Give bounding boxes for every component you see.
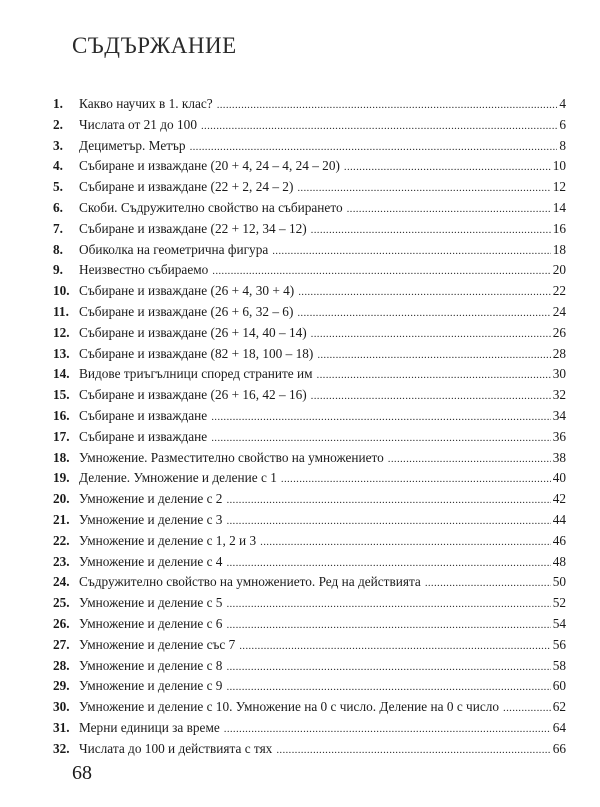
toc-entry-page: 58 bbox=[552, 657, 566, 673]
toc-entry[interactable] bbox=[53, 635, 566, 656]
table-of-contents bbox=[53, 94, 566, 760]
toc-entry[interactable] bbox=[53, 406, 566, 427]
toc-entry-title: Умножение и деление с 5 bbox=[79, 595, 223, 611]
toc-entry-page: 42 bbox=[552, 491, 566, 507]
toc-entry-number: 8. bbox=[53, 241, 63, 257]
toc-entry-title: Събиране и изваждане (22 + 12, 34 – 12) bbox=[79, 220, 307, 236]
toc-entry[interactable] bbox=[53, 572, 566, 593]
toc-entry-number: 9. bbox=[53, 262, 63, 278]
toc-entry-title: Обиколка на геометрична фигура bbox=[79, 241, 269, 257]
toc-entry-number: 21. bbox=[53, 511, 70, 527]
toc-entry-number: 4. bbox=[53, 158, 63, 174]
dot-leader bbox=[311, 220, 551, 241]
toc-entry[interactable] bbox=[53, 344, 566, 365]
toc-entry-number: 16. bbox=[53, 407, 70, 423]
dot-leader bbox=[272, 241, 550, 262]
toc-entry-number: 24. bbox=[53, 574, 70, 590]
toc-entry-page: 6 bbox=[559, 116, 566, 132]
toc-entry-number: 22. bbox=[53, 532, 70, 548]
toc-entry[interactable] bbox=[53, 198, 566, 219]
toc-entry-number: 25. bbox=[53, 595, 70, 611]
toc-entry-number: 27. bbox=[53, 636, 70, 652]
toc-entry[interactable] bbox=[53, 614, 566, 635]
dot-leader bbox=[226, 553, 550, 574]
dot-leader bbox=[297, 178, 550, 199]
toc-entry-title: Умножение и деление с 2 bbox=[79, 491, 223, 507]
dot-leader bbox=[388, 449, 551, 470]
dot-leader bbox=[226, 511, 550, 532]
toc-entry-title: Събиране и изваждане (26 + 4, 30 + 4) bbox=[79, 283, 295, 299]
page-title: СЪДЪРЖАНИЕ bbox=[72, 33, 237, 58]
dot-leader bbox=[276, 740, 550, 761]
toc-entry-page: 4 bbox=[559, 96, 566, 111]
toc-entry[interactable] bbox=[53, 156, 566, 177]
dot-leader bbox=[281, 469, 551, 490]
toc-entry[interactable] bbox=[53, 219, 566, 240]
toc-entry-page: 10 bbox=[552, 158, 566, 174]
toc-entry-page: 50 bbox=[552, 574, 566, 590]
toc-entry-number: 2. bbox=[53, 116, 63, 132]
toc-entry-title: Събиране и изваждане (26 + 14, 40 – 14) bbox=[79, 324, 307, 340]
toc-entry-page: 26 bbox=[552, 324, 566, 340]
toc-entry[interactable] bbox=[53, 656, 566, 677]
toc-entry-number: 19. bbox=[53, 470, 70, 486]
toc-entry-page: 20 bbox=[552, 262, 566, 278]
toc-entry-number: 28. bbox=[53, 657, 70, 673]
toc-entry[interactable] bbox=[53, 510, 566, 531]
toc-entry[interactable] bbox=[53, 697, 566, 718]
toc-entry-title: Умножение. Разместително свойство на умножението bbox=[79, 449, 384, 465]
toc-entry[interactable] bbox=[53, 718, 566, 739]
toc-entry-title: Събиране и изваждане bbox=[79, 407, 208, 423]
toc-entry-number: 26. bbox=[53, 615, 70, 631]
toc-entry[interactable] bbox=[53, 427, 566, 448]
toc-entry-page: 22 bbox=[552, 283, 566, 299]
toc-entry[interactable] bbox=[53, 676, 566, 697]
toc-entry-number: 11. bbox=[53, 303, 69, 319]
toc-entry-page: 56 bbox=[552, 636, 566, 652]
toc-entry-page: 14 bbox=[552, 199, 566, 215]
toc-entry-page: 54 bbox=[552, 615, 566, 631]
toc-entry-number: 29. bbox=[53, 678, 70, 694]
toc-entry-number: 18. bbox=[53, 449, 70, 465]
toc-entry[interactable] bbox=[53, 115, 566, 136]
dot-leader bbox=[425, 573, 551, 594]
toc-entry-page: 32 bbox=[552, 387, 566, 403]
toc-entry-number: 30. bbox=[53, 699, 70, 715]
toc-entry-title: Умножение и деление с 10. Умножение на 0 с число. Деление на 0 с число bbox=[79, 699, 500, 715]
toc-entry-page: 44 bbox=[552, 511, 566, 527]
dot-leader bbox=[344, 157, 551, 178]
toc-entry-page: 48 bbox=[552, 553, 566, 569]
toc-entry[interactable] bbox=[53, 94, 566, 115]
dot-leader bbox=[239, 636, 550, 657]
toc-entry-number: 23. bbox=[53, 553, 70, 569]
dot-leader bbox=[201, 116, 557, 137]
toc-entry[interactable] bbox=[53, 552, 566, 573]
toc-entry[interactable] bbox=[53, 385, 566, 406]
toc-entry-number: 7. bbox=[53, 220, 63, 236]
toc-entry-title: Умножение и деление с 1, 2 и 3 bbox=[79, 532, 257, 548]
toc-entry-title: Събиране и изваждане (82 + 18, 100 – 18) bbox=[79, 345, 314, 361]
toc-entry-number: 14. bbox=[53, 366, 70, 382]
toc-entry[interactable] bbox=[53, 489, 566, 510]
toc-entry-number: 12. bbox=[53, 324, 70, 340]
toc-entry[interactable] bbox=[53, 302, 566, 323]
toc-entry-page: 30 bbox=[552, 366, 566, 382]
toc-entry[interactable] bbox=[53, 739, 566, 760]
toc-entry-page: 66 bbox=[552, 740, 566, 756]
toc-entry[interactable] bbox=[53, 260, 566, 281]
dot-leader bbox=[212, 261, 550, 282]
toc-entry[interactable] bbox=[53, 177, 566, 198]
toc-entry-title: Видове триъгълници според страните им bbox=[79, 366, 313, 382]
dot-leader bbox=[317, 365, 551, 386]
toc-entry-title: Умножение и деление с 4 bbox=[79, 553, 223, 569]
toc-entry-page: 24 bbox=[552, 303, 566, 319]
dot-leader bbox=[298, 282, 550, 303]
toc-entry[interactable] bbox=[53, 593, 566, 614]
toc-entry-page: 40 bbox=[552, 470, 566, 486]
toc-entry-title: Мерни единици за време bbox=[79, 719, 220, 735]
toc-entry-title: Събиране и изваждане (22 + 2, 24 – 2) bbox=[79, 179, 294, 195]
toc-entry[interactable] bbox=[53, 281, 566, 302]
toc-entry-page: 52 bbox=[552, 595, 566, 611]
dot-leader bbox=[311, 324, 551, 345]
page-number: 68 bbox=[72, 762, 92, 784]
toc-entry-title: Събиране и изваждане (26 + 16, 42 – 16) bbox=[79, 387, 307, 403]
dot-leader bbox=[226, 615, 550, 636]
dot-leader bbox=[224, 719, 551, 740]
toc-entry-title: Дециметър. Метър bbox=[79, 137, 186, 153]
toc-entry-number: 13. bbox=[53, 345, 70, 361]
dot-leader bbox=[347, 199, 551, 220]
toc-entry[interactable] bbox=[53, 240, 566, 261]
toc-entry-page: 34 bbox=[552, 407, 566, 423]
toc-entry-title: Събиране и изваждане (26 + 6, 32 – 6) bbox=[79, 303, 294, 319]
toc-entry-page: 60 bbox=[552, 678, 566, 694]
toc-entry[interactable] bbox=[53, 531, 566, 552]
dot-leader bbox=[226, 677, 550, 698]
toc-entry-page: 8 bbox=[559, 137, 566, 153]
toc-entry-title: Какво научих в 1. клас? bbox=[79, 96, 213, 111]
toc-entry-page: 12 bbox=[552, 179, 566, 195]
dot-leader bbox=[297, 303, 550, 324]
toc-entry-page: 36 bbox=[552, 428, 566, 444]
toc-entry-page: 28 bbox=[552, 345, 566, 361]
toc-entry-title: Числата от 21 до 100 bbox=[79, 116, 197, 132]
toc-entry-title: Деление. Умножение и деление с 1 bbox=[79, 470, 277, 486]
toc-entry-title: Скоби. Съдружително свойство на събирането bbox=[79, 199, 343, 215]
dot-leader bbox=[211, 407, 550, 428]
toc-entry-number: 10. bbox=[53, 283, 70, 299]
dot-leader bbox=[260, 532, 551, 553]
dot-leader bbox=[311, 386, 551, 407]
toc-entry-title: Умножение и деление с 3 bbox=[79, 511, 223, 527]
toc-entry-page: 46 bbox=[552, 532, 566, 548]
dot-leader bbox=[226, 490, 550, 511]
toc-entry[interactable] bbox=[53, 323, 566, 344]
toc-entry[interactable] bbox=[53, 364, 566, 385]
toc-entry-page: 18 bbox=[552, 241, 566, 257]
toc-entry[interactable] bbox=[53, 136, 566, 157]
dot-leader bbox=[190, 137, 558, 158]
dot-leader bbox=[226, 657, 550, 678]
toc-entry-number: 17. bbox=[53, 428, 70, 444]
dot-leader bbox=[226, 594, 550, 615]
toc-entry[interactable] bbox=[53, 448, 566, 469]
toc-entry-number: 15. bbox=[53, 387, 70, 403]
dot-leader bbox=[503, 698, 551, 719]
toc-entry-page: 64 bbox=[552, 719, 566, 735]
toc-entry-title: Неизвестно събираемо bbox=[79, 262, 209, 278]
toc-entry-number: 6. bbox=[53, 199, 63, 215]
dot-leader bbox=[217, 95, 558, 116]
toc-entry-number: 3. bbox=[53, 137, 63, 153]
toc-entry-page: 16 bbox=[552, 220, 566, 236]
toc-entry-page: 38 bbox=[552, 449, 566, 465]
toc-entry-title: Съдружително свойство на умножението. Ред на действията bbox=[79, 574, 421, 590]
toc-entry-title: Умножение и деление с 9 bbox=[79, 678, 223, 694]
toc-entry-title: Умножение и деление със 7 bbox=[79, 636, 236, 652]
toc-entry-title: Умножение и деление с 6 bbox=[79, 615, 223, 631]
toc-entry-page: 62 bbox=[552, 699, 566, 715]
toc-entry-title: Умножение и деление с 8 bbox=[79, 657, 223, 673]
toc-entry-title: Числата до 100 и действията с тях bbox=[79, 740, 273, 756]
toc-entry-number: 31. bbox=[53, 719, 70, 735]
toc-entry-number: 5. bbox=[53, 179, 63, 195]
toc-entry-number: 1. bbox=[53, 96, 63, 111]
dot-leader bbox=[317, 345, 550, 366]
toc-entry[interactable] bbox=[53, 468, 566, 489]
toc-entry-number: 32. bbox=[53, 740, 70, 756]
toc-entry-number: 20. bbox=[53, 491, 70, 507]
dot-leader bbox=[211, 428, 550, 449]
toc-entry-title: Събиране и изваждане (20 + 4, 24 – 4, 24 – 20) bbox=[79, 158, 340, 174]
toc-entry-title: Събиране и изваждане bbox=[79, 428, 208, 444]
